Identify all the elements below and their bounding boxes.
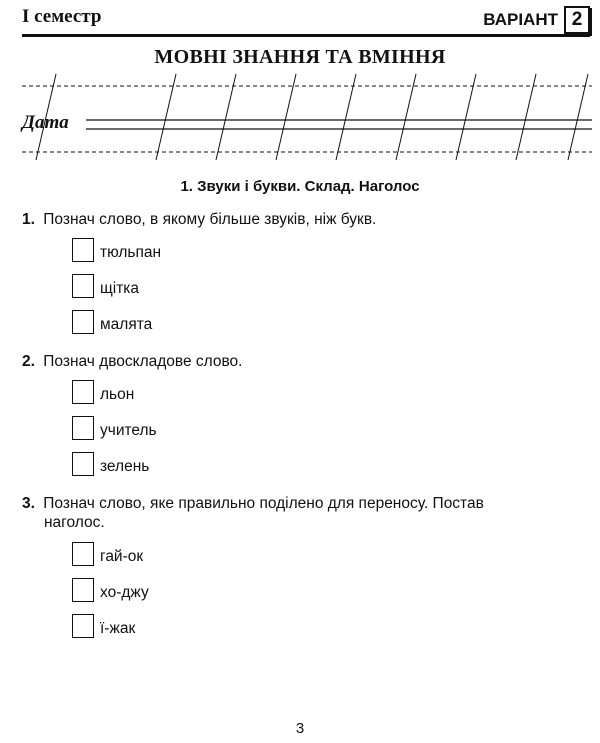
question-2 bbox=[22, 352, 592, 371]
page-header bbox=[22, 6, 590, 34]
variant-indicator bbox=[483, 6, 590, 34]
answer-checkbox[interactable] bbox=[72, 542, 94, 566]
date-writing-lines bbox=[22, 72, 592, 162]
question-1 bbox=[22, 210, 592, 229]
answer-checkbox[interactable] bbox=[72, 380, 94, 404]
variant-label: ВАРІАНТ bbox=[483, 10, 558, 29]
date-label: Дата bbox=[22, 112, 69, 133]
answer-option[interactable] bbox=[72, 450, 149, 476]
option-label: гай-ок bbox=[100, 548, 144, 565]
date-field[interactable] bbox=[22, 72, 592, 162]
semester-label: І семестр bbox=[22, 6, 102, 27]
answer-checkbox[interactable] bbox=[72, 578, 94, 602]
answer-checkbox[interactable] bbox=[72, 614, 94, 638]
question-text: Познач слово, в якому більше звуків, ніж букв. bbox=[43, 211, 377, 228]
question-number: 3. bbox=[22, 495, 35, 512]
option-label: учитель bbox=[100, 422, 157, 439]
answer-checkbox[interactable] bbox=[72, 452, 94, 476]
answer-option[interactable] bbox=[72, 236, 161, 262]
page-number: 3 bbox=[295, 720, 305, 737]
question-text-continued: наголос. bbox=[44, 514, 105, 531]
option-label: зелень bbox=[100, 458, 150, 475]
answer-option[interactable] bbox=[72, 272, 139, 298]
answer-option[interactable] bbox=[72, 414, 157, 440]
answer-option[interactable] bbox=[72, 576, 149, 602]
answer-checkbox[interactable] bbox=[72, 416, 94, 440]
question-text: Познач слово, яке правильно поділено для переносу. Постав bbox=[43, 495, 484, 512]
option-label: ї-жак bbox=[100, 620, 136, 637]
question-number: 1. bbox=[22, 211, 35, 228]
option-label: щітка bbox=[100, 280, 140, 297]
question-3 bbox=[22, 494, 592, 532]
page-title: МОВНІ ЗНАННЯ ТА ВМІННЯ bbox=[154, 46, 446, 68]
option-label: хо-джу bbox=[100, 584, 149, 601]
header-divider bbox=[22, 34, 590, 37]
section-title: 1. Звуки і букви. Склад. Наголос bbox=[180, 178, 420, 195]
option-label: малята bbox=[100, 316, 153, 333]
answer-option[interactable] bbox=[72, 612, 135, 638]
answer-option[interactable] bbox=[72, 308, 152, 334]
answer-checkbox[interactable] bbox=[72, 310, 94, 334]
answer-checkbox[interactable] bbox=[72, 274, 94, 298]
option-label: тюльпан bbox=[100, 244, 162, 261]
answer-option[interactable] bbox=[72, 540, 143, 566]
answer-option[interactable] bbox=[72, 378, 134, 404]
question-number: 2. bbox=[22, 353, 35, 370]
answer-checkbox[interactable] bbox=[72, 238, 94, 262]
question-text: Познач двоскладове слово. bbox=[43, 353, 243, 370]
variant-number: 2 bbox=[564, 6, 590, 34]
option-label: льон bbox=[100, 386, 135, 403]
